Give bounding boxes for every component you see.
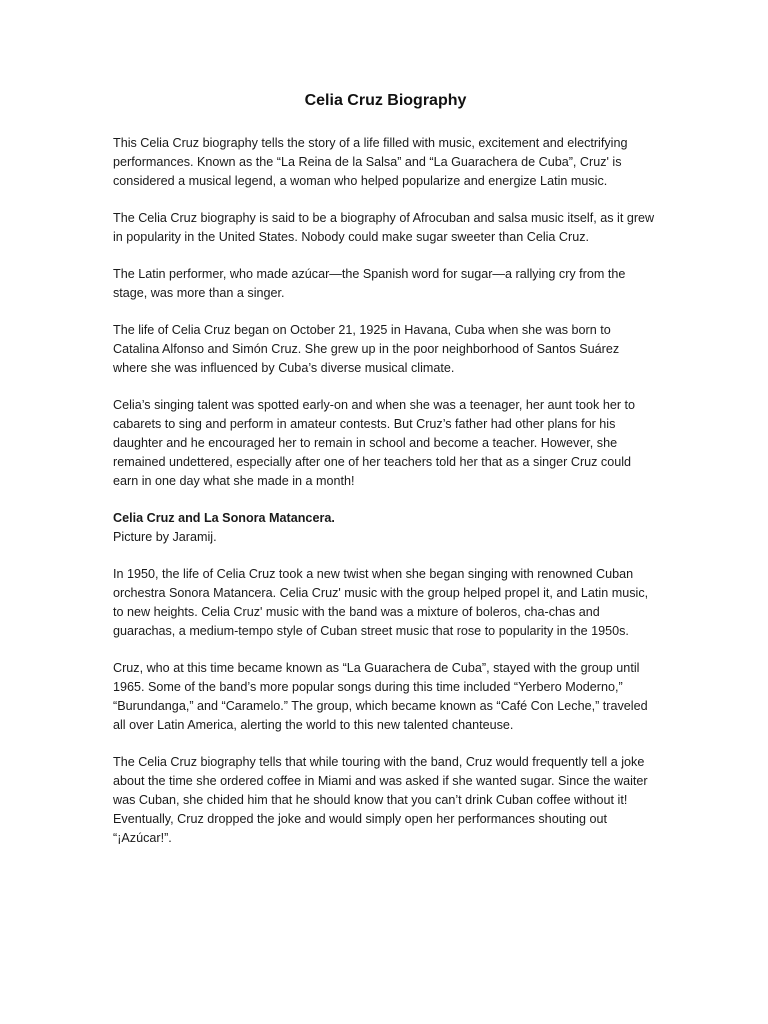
paragraph-line: Cruz, who at this time became known as “La Guarachera de Cuba”, stayed with the group until	[113, 661, 640, 675]
caption-title: Celia Cruz and La Sonora Matancera.	[113, 511, 335, 525]
paragraph-line: all over Latin America, alerting the world to this new talented chanteuse.	[113, 718, 514, 732]
paragraph-line: to new heights. Celia Cruz' music with the band was a mixture of boleros, cha-chas and	[113, 605, 600, 619]
paragraph-line: The Latin performer, who made azúcar—the Spanish word for sugar—a rallying cry from the	[113, 267, 626, 281]
paragraph-line: The Celia Cruz biography tells that while touring with the band, Cruz would frequently tell a joke	[113, 755, 645, 769]
paragraph-line: “¡Azúcar!”.	[113, 831, 172, 845]
paragraph-line: considered a musical legend, a woman who helped popularize and energize Latin music.	[113, 174, 608, 188]
paragraph-line: performances. Known as the “La Reina de la Salsa” and “La Guarachera de Cuba”, Cruz' is	[113, 155, 622, 169]
paragraph-line: Catalina Alfonso and Simón Cruz. She grew up in the poor neighborhood of Santos Suárez	[113, 342, 620, 356]
caption-credit: Picture by Jaramij.	[113, 530, 217, 544]
paragraph-line: earn in one day what she made in a month!	[113, 474, 355, 488]
paragraph-coffee-joke	[113, 753, 658, 848]
paragraph-line: daughter and he encouraged her to remain in school and become a teacher. However, she	[113, 436, 618, 450]
paragraph-line: stage, was more than a singer.	[113, 286, 285, 300]
paragraph-guarachera	[113, 659, 658, 735]
paragraph-line: remained undettered, especially after one of her teachers told her that as a singer Cruz could	[113, 455, 632, 469]
paragraph-line: was Cuban, she chided him that he should know that you can’t drink Cuban coffee without it!	[113, 793, 628, 807]
paragraph-singing-talent	[113, 396, 658, 491]
paragraph-intro	[113, 134, 658, 191]
image-caption	[113, 509, 658, 547]
paragraph-line: orchestra Sonora Matancera. Celia Cruz' music with the group helped propel it, and Latin music,	[113, 586, 649, 600]
paragraph-line: where she was influenced by Cuba’s diverse musical climate.	[113, 361, 455, 375]
paragraph-sonora-matancera	[113, 565, 658, 641]
paragraph-line: guarachas, a medium-tempo style of Cuban street music that rose to popularity in the 1950s.	[113, 624, 629, 638]
paragraph-line: This Celia Cruz biography tells the story of a life filled with music, excitement and electrifying	[113, 136, 628, 150]
paragraph-line: about the time she ordered coffee in Miami and was asked if she wanted sugar. Since the waiter	[113, 774, 648, 788]
paragraph-afrocuban	[113, 209, 658, 247]
paragraph-line: 1965. Some of the band’s more popular songs during this time included “Yerbero Moderno,”	[113, 680, 623, 694]
paragraph-line: The Celia Cruz biography is said to be a biography of Afrocuban and salsa music itself, as it grew	[113, 211, 655, 225]
paragraph-line: The life of Celia Cruz began on October 21, 1925 in Havana, Cuba when she was born to	[113, 323, 611, 337]
paragraph-early-life	[113, 321, 658, 378]
document-title: Celia Cruz Biography	[304, 92, 467, 109]
paragraph-line: “Burundanga,” and “Caramelo.” The group, which became known as “Café Con Leche,” traveled	[113, 699, 648, 713]
paragraph-azucar	[113, 265, 658, 303]
paragraph-line: In 1950, the life of Celia Cruz took a new twist when she began singing with renowned Cuban	[113, 567, 634, 581]
paragraph-line: Eventually, Cruz dropped the joke and would simply open her performances shouting out	[113, 812, 608, 826]
paragraph-line: in popularity in the United States. Nobody could make sugar sweeter than Celia Cruz.	[113, 230, 590, 244]
paragraph-line: cabarets to sing and perform in amateur contests. But Cruz’s father had other plans for his	[113, 417, 616, 431]
paragraph-line: Celia’s singing talent was spotted early-on and when she was a teenager, her aunt took her to	[113, 398, 636, 412]
